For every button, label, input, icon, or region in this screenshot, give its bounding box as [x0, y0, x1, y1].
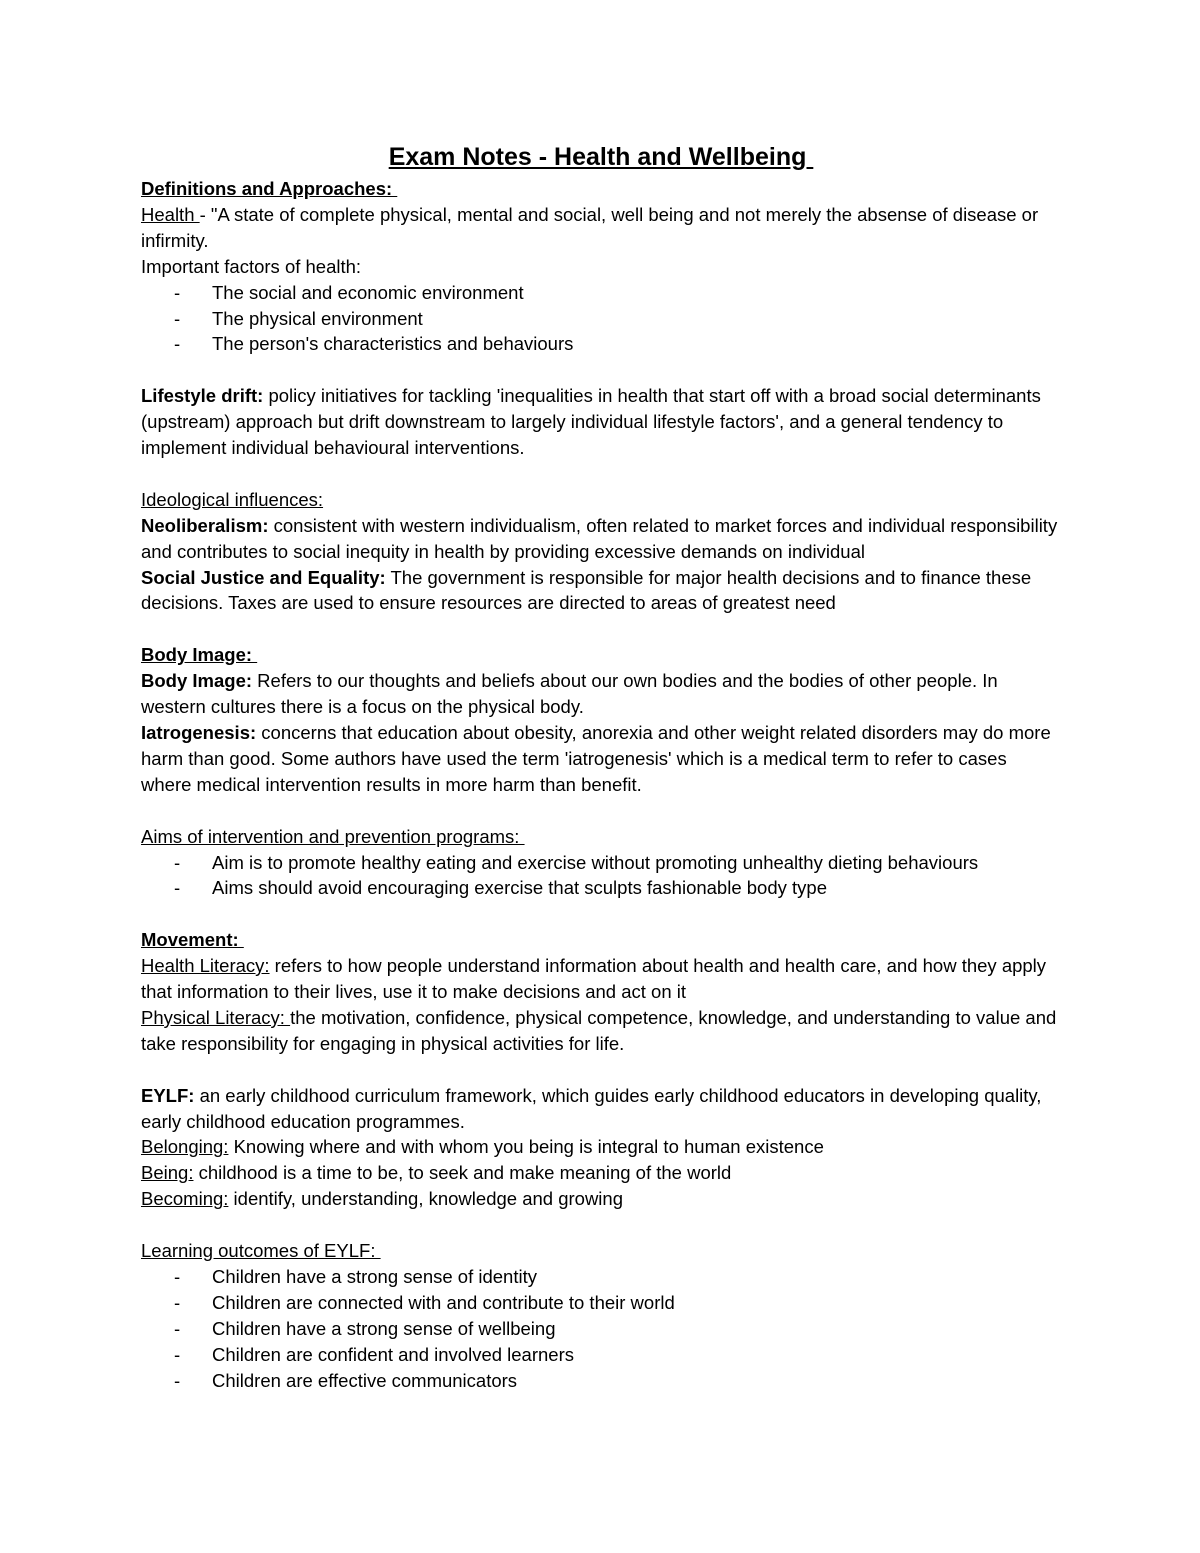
belonging-text: Knowing where and with whom you being is integral to human existence: [228, 1136, 824, 1158]
list-item: - Aims should avoid encouraging exercise that sculpts fashionable body type: [141, 875, 1061, 901]
section-heading-outcomes: Learning outcomes of EYLF:: [141, 1240, 381, 1262]
iatrogenesis-paragraph: [141, 720, 1061, 798]
being-paragraph: [141, 1160, 1061, 1186]
list-item: - Aim is to promote healthy eating and exercise without promoting unhealthy dieting behaviours: [141, 850, 1061, 876]
spacer: [141, 616, 1061, 642]
eylf-paragraph: [141, 1083, 1061, 1135]
neoliberalism-term: Neoliberalism:: [141, 514, 269, 536]
spacer: [141, 798, 1061, 824]
spacer: [141, 461, 1061, 487]
social-justice-text: The government is responsible for major health decisions and to finance these decisions. Taxes are used to ensure resources are directed to areas of greatest need: [141, 566, 1032, 614]
health-text: - "A state of complete physical, mental and social, well being and not merely the absense of disease or infirmity.: [141, 203, 1039, 251]
health-literacy-text: refers to how people understand information about health and health care, and how they apply that information to their lives, use it to make decisions and act on it: [141, 955, 1047, 1003]
list-item: - The social and economic environment: [141, 280, 1061, 306]
page-title: Exam Notes - Health and Wellbeing: [388, 143, 814, 171]
health-literacy-term: Health Literacy:: [141, 955, 270, 977]
lifestyle-drift-paragraph: [141, 383, 1061, 461]
eylf-term: EYLF:: [141, 1084, 195, 1106]
spacer: [141, 901, 1061, 927]
physical-literacy-text: the motivation, confidence, physical competence, knowledge, and understanding to value and take responsibility for engaging in physical activities for life.: [141, 1006, 1057, 1054]
factors-intro: Important factors of health:: [141, 255, 362, 277]
social-justice-paragraph: [141, 565, 1061, 617]
list-item: - Children are connected with and contribute to their world: [141, 1290, 1061, 1316]
physical-literacy-paragraph: [141, 1005, 1061, 1057]
list-item: - Children have a strong sense of identity: [141, 1264, 1061, 1290]
aims-list: [141, 850, 1061, 902]
lifestyle-drift-text: policy initiatives for tackling 'inequalities in health that start off with a broad social determinants (upstream) approach but drift downstream to largely individual lifestyle factors', and a general tendency to implement individual behavioural interventions.: [141, 385, 1041, 459]
health-literacy-paragraph: [141, 953, 1061, 1005]
iatrogenesis-term: Iatrogenesis:: [141, 721, 257, 743]
body-image-paragraph: [141, 668, 1061, 720]
list-item: - Children are confident and involved learners: [141, 1342, 1061, 1368]
eylf-text: an early childhood curriculum framework, which guides early childhood educators in developing quality, early childhood education programmes.: [141, 1084, 1042, 1132]
document-page: [141, 140, 1061, 1393]
section-heading-body-image: Body Image:: [141, 644, 258, 666]
becoming-term: Becoming:: [141, 1188, 229, 1210]
becoming-paragraph: [141, 1186, 1061, 1212]
section-heading-movement: Movement:: [141, 929, 244, 951]
being-text: childhood is a time to be, to seek and make meaning of the world: [193, 1162, 732, 1184]
belonging-paragraph: [141, 1134, 1061, 1160]
iatrogenesis-text: concerns that education about obesity, anorexia and other weight related disorders may do more harm than good. Some authors have used the term 'iatrogenesis' which is a medical term to refer to cases where medical intervention results in more harm than benefit.: [141, 721, 1051, 795]
lifestyle-drift-term: Lifestyle drift:: [141, 385, 264, 407]
neoliberalism-paragraph: [141, 513, 1061, 565]
outcomes-list: [141, 1264, 1061, 1394]
body-image-term: Body Image:: [141, 670, 253, 692]
spacer: [141, 1212, 1061, 1238]
neoliberalism-text: consistent with western individualism, often related to market forces and individual responsibility and contributes to social inequity in health by providing excessive demands on individual: [141, 514, 1058, 562]
health-definition: [141, 202, 1061, 254]
spacer: [141, 1057, 1061, 1083]
physical-literacy-term: Physical Literacy:: [141, 1006, 291, 1028]
list-item: - Children are effective communicators: [141, 1368, 1061, 1394]
factors-list: [141, 280, 1061, 358]
belonging-term: Belonging:: [141, 1136, 229, 1158]
section-heading-ideological: Ideological influences:: [141, 488, 324, 510]
health-term: Health: [141, 203, 200, 225]
list-item: - The physical environment: [141, 306, 1061, 332]
list-item: - The person's characteristics and behaviours: [141, 331, 1061, 357]
spacer: [141, 357, 1061, 383]
social-justice-term: Social Justice and Equality:: [141, 566, 386, 588]
section-heading-aims: Aims of intervention and prevention programs:: [141, 825, 525, 847]
list-item: - Children have a strong sense of wellbeing: [141, 1316, 1061, 1342]
being-term: Being:: [141, 1162, 194, 1184]
body-image-text: Refers to our thoughts and beliefs about our own bodies and the bodies of other people. In western cultures there is a focus on the physical body.: [141, 670, 998, 718]
becoming-text: identify, understanding, knowledge and growing: [228, 1188, 623, 1210]
section-heading-definitions: Definitions and Approaches:: [141, 178, 398, 199]
